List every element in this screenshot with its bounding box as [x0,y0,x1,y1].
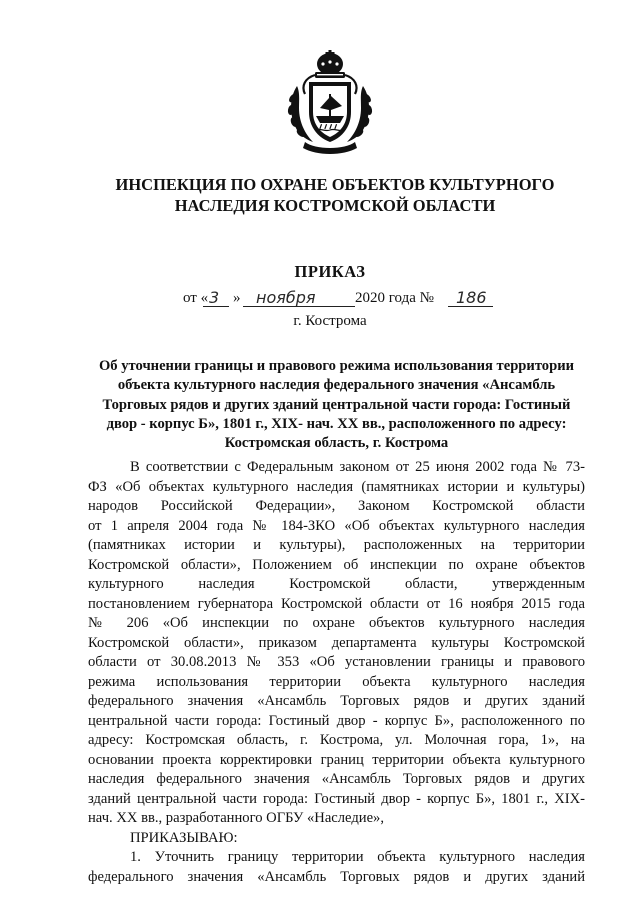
document-body [88,458,585,887]
organization-name-line-1: ИНСПЕКЦИЯ ПО ОХРАНЕ ОБЪЕКТОВ КУЛЬТУРНОГО [115,175,555,194]
date-prefix: от « [183,290,209,306]
title-line: Костромская область, г. Кострома [224,435,449,452]
title-line: двор - корпус Б», 1801 г., XIX- нач. XX вв., расположенного по адресу: [106,415,567,432]
body-line: Костромской области», Положением об инспекции по охране объектов [88,556,585,573]
date-day-handwritten: 3 [209,288,220,307]
date-year-and-number-label: 2020 года № [355,290,434,306]
body-line: зданий центральной части города: Гостиный двор - корпус Б», 1801 г., XIX- [88,790,585,807]
body-line: адресу: Костромская область, г. Кострома, ул. Молочная гора, 1», на [88,732,585,748]
organization-name-line-2: НАСЛЕДИЯ КОСТРОМСКОЙ ОБЛАСТИ [174,196,496,215]
date-close-quote: » [233,290,241,306]
body-line: нач. XX вв., разработанного ОГБУ «Наследие», [88,810,384,826]
item-1-line: федерального значения «Ансамбль Торговых рядов и других зданий [88,868,585,885]
document-title [88,357,585,453]
order-date-line [183,286,503,310]
body-line: (памятниках истории и культуры), расположенных на территории [88,537,585,553]
body-line: № 206 «Об инспекции по охране объектов культурного наследия [88,615,585,631]
body-line: постановлением губернатора Костромской области от 16 ноября 2015 года [88,595,585,612]
coat-of-arms-emblem [283,50,377,160]
body-line: области от 30.08.2013 № 353 «Об установлении границы и правового [88,654,585,670]
order-directive-word: ПРИКАЗЫВАЮ: [130,829,238,846]
city-line: г. Кострома [293,313,367,329]
body-line: федерального значения «Ансамбль Торговых рядов и других зданий [88,693,585,709]
title-line: объекта культурного наследия федерального значения «Ансамбль [117,377,556,394]
order-number-handwritten: 186 [456,288,487,307]
body-line: культурного наследия Костромской области, утвержденным [88,576,585,592]
body-line: В соответствии с Федеральным законом от 25 июня 2002 года № 73- [130,459,585,475]
title-line: Торговых рядов и других зданий центральной части города: Гостиный [102,396,571,413]
body-line: народов Российской Федерации», Законом Костромской области [88,498,585,514]
document-type-heading: ПРИКАЗ [294,262,366,281]
body-line: режима использования территории объекта культурного наследия [88,673,585,690]
body-line: наследия федерального значения «Ансамбль Торговых рядов и других [88,771,585,787]
body-line: Костромской области», приказом департамента культуры Костромской [88,634,585,651]
body-line: от 1 апреля 2004 года № 184-ЗКО «Об объектах культурного наследия [88,517,585,534]
body-line: центральной части города: Гостиный двор - корпус Б», расположенного по [88,712,585,729]
body-line: основании проекта корректировки границ территории объекта культурного [88,751,585,768]
date-month-handwritten: ноября [256,288,316,307]
title-line: Об уточнении границы и правового режима использования территории [98,358,575,374]
item-1-line: 1. Уточнить границу территории объекта культурного наследия [130,849,585,865]
body-line: ФЗ «Об объектах культурного наследия (памятниках истории и культуры) [88,478,585,495]
